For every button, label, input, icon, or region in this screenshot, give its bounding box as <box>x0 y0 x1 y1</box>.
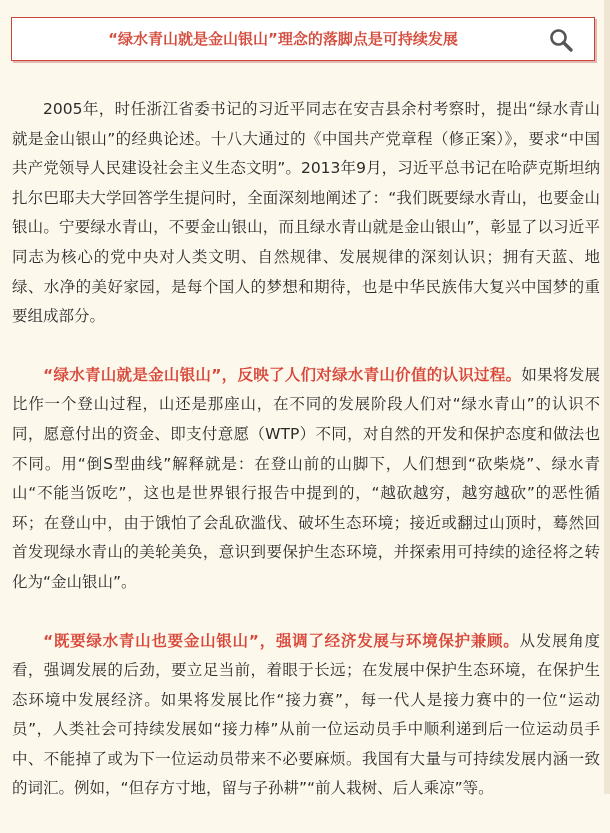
article-body <box>12 95 600 833</box>
page-edge <box>604 0 610 794</box>
paragraph-1 <box>12 95 600 332</box>
paragraph-3-text: 从发展角度看，强调发展的后劲，要立足当前，着眼于长远；在发展中保护生态环境，在保护生态环境中发展经济。如果将发展比作“接力赛”，每一代人是接力赛中的一位“运动员”，人类社会可持续发展如“接力棒”从前一位运动员手中顺利递到后一位运动员手中、不能掉了或为下一位运动员带来不必要麻烦。我国有大量与可持续发展内涵一致的词汇。例如，“但存方寸地，留与子孙耕”“前人栽树、后人乘凉”等。 <box>12 631 600 798</box>
search-icon[interactable] <box>548 27 574 53</box>
paragraph-2-lead: “绿水青山就是金山银山”，反映了人们对绿水青山价值的认识过程。 <box>43 365 522 384</box>
title-banner <box>11 17 595 61</box>
paragraph-3-lead: “既要绿水青山也要金山银山”，强调了经济发展与环境保护兼顾。 <box>43 631 520 650</box>
paragraph-3 <box>12 627 600 805</box>
page-title: “绿水青山就是金山银山”理念的落脚点是可持续发展 <box>108 30 458 48</box>
paragraph-2 <box>12 361 600 598</box>
paragraph-2-text: 如果将发展比作一个登山过程，山还是那座山，在不同的发展阶段人们对“绿水青山”的认识不同，愿意付出的资金、即支付意愿（WTP）不同，对自然的开发和保护态度和做法也不同。用“倒S型曲线”解释就是：在登山前的山脚下，人们想到“砍柴烧”、绿水青山“不能当饭吃”，这也是世界银行报告中提到的，“越砍越穷，越穷越砍”的恶性循环；在登山中，由于饿怕了会乱砍滥伐、破坏生态环境；接近或翻过山顶时，蓦然回首发现绿水青山的美轮美奂，意识到要保护生态环境，并探索用可持续的途径将之转化为“金山银山”。 <box>12 365 600 591</box>
paragraph-1-text: 2005年，时任浙江省委书记的习近平同志在安吉县余村考察时，提出“绿水青山就是金山银山”的经典论述。十八大通过的《中国共产党章程（修正案）》，要求“中国共产党领导人民建设社会主义生态文明”。2013年9月，习近平总书记在哈萨克斯坦纳扎尔巴耶夫大学回答学生提问时，全面深刻地阐述了：“我们既要绿水青山，也要金山银山。宁要绿水青山，不要金山银山，而且绿水青山就是金山银山”，彰显了以习近平同志为核心的党中央对人类文明、自然规律、发展规律的深刻认识；拥有天蓝、地绿、水净的美好家园，是每个国人的梦想和期待，也是中华民族伟大复兴中国梦的重要组成部分。 <box>12 100 600 326</box>
